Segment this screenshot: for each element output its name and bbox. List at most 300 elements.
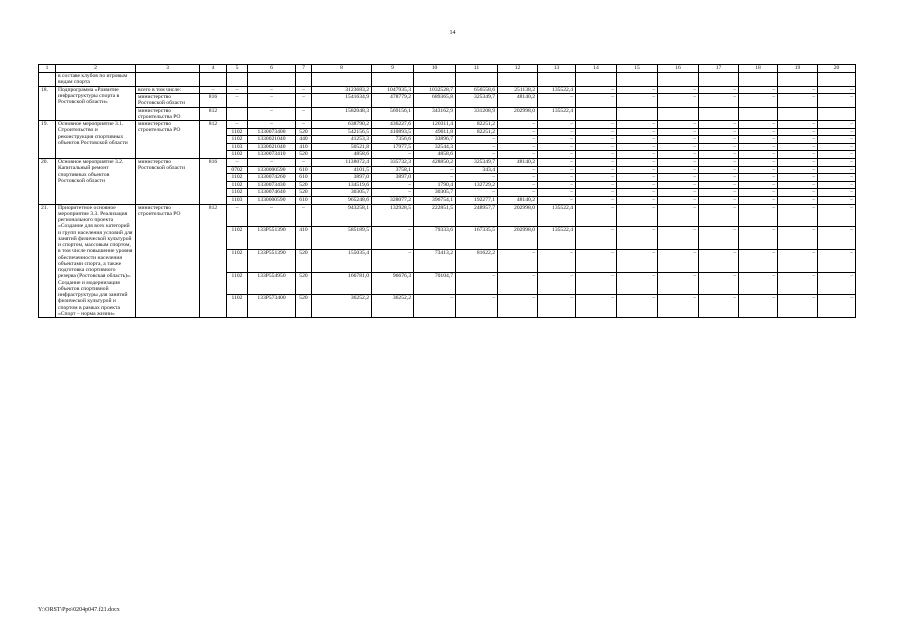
event-name: Основное мероприятие 3.2. Капитальный ремонт спортивных объектов Ростовской области — [56, 159, 136, 205]
cell-c9: 3758,1 — [372, 166, 414, 174]
budget-table — [38, 64, 856, 318]
cell-c8: 3897,0 — [312, 174, 372, 182]
column-number-20: 20 — [818, 65, 856, 73]
cell-c5: 1102 — [227, 151, 248, 159]
cell-c20: – — [818, 204, 856, 227]
cell-c7: 610 — [296, 174, 312, 182]
footer-file-path: Y:\ORST\Ppo\0204p047.f21.docx — [38, 607, 120, 613]
cell-c17: – — [699, 174, 739, 182]
cell-c17: – — [699, 189, 739, 197]
column-number-18: 18 — [739, 65, 778, 73]
column-number-7: 7 — [296, 65, 312, 73]
cell-c14: – — [576, 121, 617, 129]
cell-c7: 520 — [296, 151, 312, 159]
column-number-13: 13 — [538, 65, 576, 73]
cell-c10: – — [414, 174, 456, 182]
cell-c16: – — [658, 295, 699, 318]
cell-c12: – — [498, 272, 538, 295]
cell-c9: 410893,5 — [372, 128, 414, 136]
cell-c13: – — [538, 94, 576, 108]
cell-c5: – — [227, 86, 248, 94]
cell-c16: – — [658, 227, 699, 250]
cell-c9: 328077,2 — [372, 197, 414, 205]
cell-c18: – — [739, 136, 778, 144]
cell-c20: – — [818, 121, 856, 129]
cell-c15: – — [617, 227, 658, 250]
cell-c8: 542156,5 — [312, 128, 372, 136]
cell-c12: 48140,2 — [498, 94, 538, 108]
cell-c17: – — [699, 136, 739, 144]
cell-c20: – — [818, 128, 856, 136]
cell-c6: 1330073430 — [248, 181, 296, 189]
cell-c13: – — [538, 121, 576, 129]
cell-c19: – — [778, 128, 818, 136]
cell-c19: – — [778, 295, 818, 318]
cell-c18: – — [739, 295, 778, 318]
cell-c16: – — [658, 128, 699, 136]
cell-c11: 248957,7 — [456, 204, 498, 227]
cell-c19: – — [778, 151, 818, 159]
col-4: 812 — [200, 121, 227, 159]
cell-c17: – — [699, 94, 739, 108]
cell-c20: – — [818, 151, 856, 159]
executor: министерство Ростовской области — [136, 159, 200, 205]
cell-c8: 30305,7 — [312, 189, 372, 197]
cell-c12: – — [498, 136, 538, 144]
cell-c20 — [818, 107, 856, 121]
cell-c13: – — [538, 166, 576, 174]
cell-c16: – — [658, 166, 699, 174]
cell-c15: – — [617, 151, 658, 159]
cell-c15: – — [617, 295, 658, 318]
cell-c6: 1330073410 — [248, 151, 296, 159]
cell-c11: 81622,2 — [456, 250, 498, 273]
cell-c15: – — [617, 174, 658, 182]
cell-c6: – — [248, 94, 296, 108]
cell-c10: 689365,8 — [414, 94, 456, 108]
cell-c12: 48140,2 — [498, 197, 538, 205]
cell-c9: 36252,2 — [372, 295, 414, 318]
cell-c8: 4858,6 — [312, 151, 372, 159]
cell-c19: – — [778, 272, 818, 295]
cell-c17: – — [699, 159, 739, 167]
cell-c16: – — [658, 181, 699, 189]
cell-c13: – — [538, 143, 576, 151]
cell-c10: 70104,7 — [414, 272, 456, 295]
cell-c17: – — [699, 227, 739, 250]
cell-c16: – — [658, 272, 699, 295]
cell-c11: 82251,2 — [456, 121, 498, 129]
cell-c12: – — [498, 121, 538, 129]
cell-c14: – — [576, 159, 617, 167]
table-row — [39, 121, 856, 129]
cell-c11: 132729,2 — [456, 181, 498, 189]
cell-c13: – — [538, 181, 576, 189]
cell-c14: – — [576, 174, 617, 182]
cell-c13: 135522,4 — [538, 86, 576, 94]
cell-c15: – — [617, 272, 658, 295]
cell-c15 — [617, 107, 658, 121]
cell-c19: – — [778, 174, 818, 182]
cell-c6: 1330073400 — [248, 128, 296, 136]
cell-c5: – — [227, 94, 248, 108]
cell-c7: – — [296, 86, 312, 94]
column-number-9: 9 — [372, 65, 414, 73]
event-name: Подпрограмма «Развитие инфраструктуры спорта в Ростовской области» — [56, 86, 136, 121]
cell-c19: – — [778, 197, 818, 205]
cell-c11: – — [456, 295, 498, 318]
cell-c13: – — [538, 295, 576, 318]
cell-c20: – — [818, 197, 856, 205]
cell-c15: – — [617, 166, 658, 174]
cell-c7: 410 — [296, 227, 312, 250]
cell-c11: – — [456, 136, 498, 144]
cell-c5: 1102 — [227, 174, 248, 182]
cell-c7: 520 — [296, 295, 312, 318]
cell-c18: – — [739, 166, 778, 174]
cell-c7: 520 — [296, 128, 312, 136]
cell-c14: – — [576, 166, 617, 174]
cell-c6: 1330000590 — [248, 166, 296, 174]
cell-c15: – — [617, 136, 658, 144]
cell-c18: – — [739, 197, 778, 205]
cell-c18: – — [739, 189, 778, 197]
cell-c19: – — [778, 136, 818, 144]
cell-c17: – — [699, 121, 739, 129]
cell-c9: – — [372, 250, 414, 273]
cell-c6: 1330074640 — [248, 189, 296, 197]
cell-c14 — [576, 107, 617, 121]
cell-c6: 1330000590 — [248, 197, 296, 205]
column-number-5: 5 — [227, 65, 248, 73]
cell-c15: – — [617, 159, 658, 167]
cell-c8: 943258,1 — [312, 204, 372, 227]
table-row — [39, 86, 856, 94]
cell-c18: – — [739, 86, 778, 94]
cell-c15: – — [617, 143, 658, 151]
cell-c10: 4858,6 — [414, 151, 456, 159]
cell-c16: – — [658, 159, 699, 167]
cell-c12: – — [498, 295, 538, 318]
cell-c12: – — [498, 128, 538, 136]
cell-c10: 343162,9 — [414, 107, 456, 121]
cell-c20: – — [818, 181, 856, 189]
column-number-14: 14 — [576, 65, 617, 73]
cell-c7: 440 — [296, 136, 312, 144]
cell-c17: – — [699, 151, 739, 159]
cell-c6: – — [248, 204, 296, 227]
cell-c7: 520 — [296, 272, 312, 295]
cell-c5: 1102 — [227, 295, 248, 318]
cell-c9: – — [372, 151, 414, 159]
cell-c19: – — [778, 204, 818, 227]
cell-c13: – — [538, 128, 576, 136]
cell-c6: 1330021040 — [248, 136, 296, 144]
column-number-2: 2 — [56, 65, 136, 73]
header-row — [39, 65, 856, 73]
cell-c19: – — [778, 181, 818, 189]
cell-c15: – — [617, 86, 658, 94]
cell-c8: 3123683,2 — [312, 86, 372, 94]
cell-c6: – — [248, 86, 296, 94]
cell-c19: – — [778, 159, 818, 167]
cell-c6: 133P573400 — [248, 295, 296, 318]
executor: министерство строительства РО — [136, 204, 200, 318]
cell-c5: – — [227, 204, 248, 227]
cell-c5: – — [227, 159, 248, 167]
cell-c14: – — [576, 128, 617, 136]
cell-c8: 36252,2 — [312, 295, 372, 318]
cell-c20: – — [818, 189, 856, 197]
executor: министерство Ростовской области — [136, 94, 200, 108]
cell-c5: 0702 — [227, 166, 248, 174]
cell-c14: – — [576, 181, 617, 189]
cell-c4: 816 — [200, 94, 227, 108]
cell-c5: 1102 — [227, 136, 248, 144]
cell-c6: – — [248, 159, 296, 167]
cell-c18: – — [739, 272, 778, 295]
cell-c11: 331208,9 — [456, 107, 498, 121]
cell-c6: 133P551390 — [248, 250, 296, 273]
cell-c8: 965248,6 — [312, 197, 372, 205]
cell-c16: – — [658, 143, 699, 151]
cell-c15: – — [617, 197, 658, 205]
cell-c20: – — [818, 295, 856, 318]
column-number-4: 4 — [200, 65, 227, 73]
executor: министерство строительства РО — [136, 121, 200, 159]
cell-c7: – — [296, 159, 312, 167]
cell-c10: 428850,2 — [414, 159, 456, 167]
cell-c8: 638790,2 — [312, 121, 372, 129]
cell-c17: – — [699, 143, 739, 151]
cell-c8: 4101,5 — [312, 166, 372, 174]
page-number: 14 — [449, 30, 456, 36]
cell-c5 — [227, 107, 248, 121]
cell-c4: 812 — [200, 107, 227, 121]
cell-c7: 520 — [296, 181, 312, 189]
cell-c8: 1138072,4 — [312, 159, 372, 167]
column-number-12: 12 — [498, 65, 538, 73]
cell-c20: – — [818, 272, 856, 295]
cell-c5: 1103 — [227, 143, 248, 151]
cell-c14: – — [576, 295, 617, 318]
cell-c16: – — [658, 204, 699, 227]
cell-c17: – — [699, 204, 739, 227]
cell-c16: – — [658, 94, 699, 108]
cell-c16: – — [658, 197, 699, 205]
executor: министерство строительства РО — [136, 107, 200, 121]
continuation-text: в составе клубов по игровым видам спорта — [56, 73, 136, 87]
cell-c8: 41253,3 — [312, 136, 372, 144]
cell-c11: 325349,7 — [456, 94, 498, 108]
cell-c5: – — [227, 121, 248, 129]
cell-c11: 192277,1 — [456, 197, 498, 205]
cell-c7: – — [296, 121, 312, 129]
column-number-10: 10 — [414, 65, 456, 73]
cell-c10: 32544,3 — [414, 143, 456, 151]
cell-c9: 132928,5 — [372, 204, 414, 227]
cell-c10: 33896,7 — [414, 136, 456, 144]
cell-c12: – — [498, 189, 538, 197]
cell-c10: 120311,4 — [414, 121, 456, 129]
cell-c9: – — [372, 189, 414, 197]
table-row — [39, 94, 856, 108]
cell-c13: – — [538, 174, 576, 182]
cell-c13: – — [538, 272, 576, 295]
cell-c11: – — [456, 151, 498, 159]
cell-c10: 30305,7 — [414, 189, 456, 197]
cell-c8: 50521,8 — [312, 143, 372, 151]
cell-c11: 325349,7 — [456, 159, 498, 167]
cell-c20: – — [818, 159, 856, 167]
cell-c15: – — [617, 181, 658, 189]
cell-c11: – — [456, 189, 498, 197]
cell-c18: – — [739, 204, 778, 227]
cell-c10: 73413,2 — [414, 250, 456, 273]
cell-c5: 1103 — [227, 197, 248, 205]
cell-c8: 155035,4 — [312, 250, 372, 273]
cell-c18: – — [739, 250, 778, 273]
cell-c16 — [658, 107, 699, 121]
event-name: Основное мероприятие 3.1. Строительство и реконструкция спортивных объектов Ростовской области — [56, 121, 136, 159]
row-number: 18. — [39, 86, 56, 121]
cell-c14: – — [576, 250, 617, 273]
cell-c15: – — [617, 128, 658, 136]
cell-c13: 135522,4 — [538, 227, 576, 250]
column-number-3: 3 — [136, 65, 200, 73]
cell-c13: 135522,4 — [538, 107, 576, 121]
cell-c6: 133P554950 — [248, 272, 296, 295]
column-number-16: 16 — [658, 65, 699, 73]
cell-c14: – — [576, 136, 617, 144]
cell-c6: 1330021040 — [248, 143, 296, 151]
cell-c20: – — [818, 143, 856, 151]
cell-c17: – — [699, 128, 739, 136]
cell-c9: – — [372, 227, 414, 250]
cell-c5: 1102 — [227, 189, 248, 197]
cell-c9: 436227,6 — [372, 121, 414, 129]
cell-c15: – — [617, 121, 658, 129]
cell-c10: 1790,4 — [414, 181, 456, 189]
cell-c14: – — [576, 94, 617, 108]
cell-c12: 48140,2 — [498, 159, 538, 167]
cell-c20: – — [818, 227, 856, 250]
cell-c14: – — [576, 197, 617, 205]
cell-c9: 96676,3 — [372, 272, 414, 295]
cell-c9: 335732,3 — [372, 159, 414, 167]
cell-c13: – — [538, 250, 576, 273]
cell-c14: – — [576, 272, 617, 295]
cell-c14: – — [576, 204, 617, 227]
cell-c17: – — [699, 86, 739, 94]
cell-c14: – — [576, 143, 617, 151]
event-name: Приоритетное основное мероприятие 3.3. Реализация регионального проекта «Создание для всех категорий и групп населения условий для занятий физической культурой и спортом, массовым спортом, в том числе повышение уровня обеспеченности населения объектами спорта, а также подготовка спортивного резерва (Ростовская область)». Создание и модернизация объектов спортивной инфраструктуры для занятий физической культурой и спортом в рамках проекта «Спорт – норма жизни» — [56, 204, 136, 318]
cell-c10: 396754,1 — [414, 197, 456, 205]
cell-c8: 1582048,3 — [312, 107, 372, 121]
cell-c16: – — [658, 250, 699, 273]
cell-c19: – — [778, 189, 818, 197]
column-number-8: 8 — [312, 65, 372, 73]
cell-c9: 569156,1 — [372, 107, 414, 121]
cell-c5: 1102 — [227, 227, 248, 250]
cell-c13: – — [538, 151, 576, 159]
cell-c16: – — [658, 121, 699, 129]
cell-c19 — [778, 107, 818, 121]
cell-c12: – — [498, 143, 538, 151]
cell-c10: 222851,5 — [414, 204, 456, 227]
cell-c10: – — [414, 166, 456, 174]
table-row — [39, 204, 856, 227]
cell-c11: – — [456, 143, 498, 151]
cell-c6: 133P551390 — [248, 227, 296, 250]
cell-c9: 478779,2 — [372, 94, 414, 108]
cell-c18: – — [739, 159, 778, 167]
cell-c15: – — [617, 250, 658, 273]
cell-c11: – — [456, 174, 498, 182]
cell-c5: 1102 — [227, 272, 248, 295]
cell-c12: – — [498, 151, 538, 159]
cell-c13: – — [538, 136, 576, 144]
cell-c17: – — [699, 295, 739, 318]
continuation-row — [39, 73, 856, 87]
cell-c15: – — [617, 204, 658, 227]
column-number-15: 15 — [617, 65, 658, 73]
cell-c10: 79333,6 — [414, 227, 456, 250]
row-number: 20. — [39, 159, 56, 205]
cell-c18: – — [739, 227, 778, 250]
column-number-17: 17 — [699, 65, 739, 73]
cell-c17: – — [699, 197, 739, 205]
cell-c12: – — [498, 250, 538, 273]
cell-c15: – — [617, 94, 658, 108]
cell-c20: – — [818, 166, 856, 174]
cell-c20: – — [818, 174, 856, 182]
cell-c12: 202998,0 — [498, 107, 538, 121]
cell-c7: 610 — [296, 197, 312, 205]
col-4: 816 — [200, 159, 227, 205]
cell-c10: 49011,8 — [414, 128, 456, 136]
cell-c12: 251138,2 — [498, 86, 538, 94]
cell-c7: 520 — [296, 250, 312, 273]
cell-c16: – — [658, 151, 699, 159]
cell-c18: – — [739, 121, 778, 129]
cell-c6: 1330074260 — [248, 174, 296, 182]
cell-c8: 134519,6 — [312, 181, 372, 189]
cell-c13: – — [538, 189, 576, 197]
cell-c10: 1032528,7 — [414, 86, 456, 94]
table-row — [39, 159, 856, 167]
cell-c18: – — [739, 151, 778, 159]
cell-c4: – — [200, 86, 227, 94]
cell-c7: 610 — [296, 166, 312, 174]
cell-c11: 656558,6 — [456, 86, 498, 94]
cell-c18: – — [739, 128, 778, 136]
cell-c9: 1047935,3 — [372, 86, 414, 94]
cell-c19: – — [778, 94, 818, 108]
cell-c20: – — [818, 94, 856, 108]
cell-c12: – — [498, 181, 538, 189]
cell-c18: – — [739, 143, 778, 151]
cell-c12: – — [498, 166, 538, 174]
executor: всего в том числе: — [136, 86, 200, 94]
col-4: 812 — [200, 204, 227, 318]
cell-num — [39, 73, 56, 87]
cell-c13: 135522,4 — [538, 204, 576, 227]
cell-c20: – — [818, 86, 856, 94]
cell-c11: 343,4 — [456, 166, 498, 174]
cell-c19: – — [778, 143, 818, 151]
cell-c11: – — [456, 272, 498, 295]
